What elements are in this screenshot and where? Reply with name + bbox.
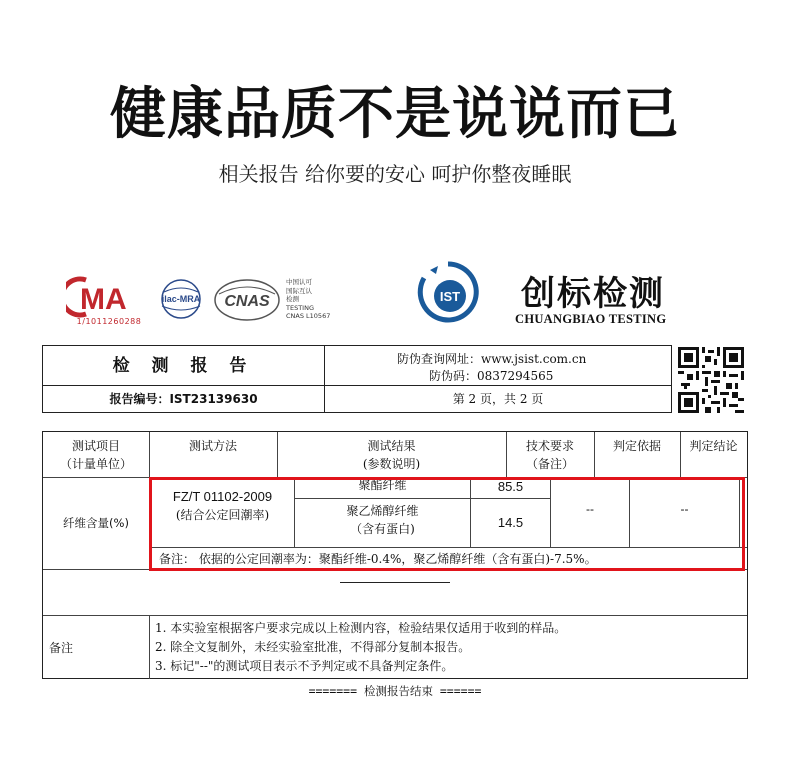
report-end-marker: ======= 检测报告结束 ====== (308, 684, 482, 698)
remarks-list (155, 619, 745, 676)
ilac-text: ilac-MRA (161, 294, 201, 304)
ilac-mra-logo (156, 278, 206, 320)
result-polyester-value: 85.5 (497, 479, 524, 494)
header-result: 测试结果 (参数说明) (362, 439, 421, 471)
header-method: 测试方法 (188, 439, 237, 453)
cnas-small-text: 中国认可 国际互认 检测 TESTING CNAS L10567 (286, 278, 331, 320)
test-method: FZ/T 01102-2009 (结合公定回潮率) (172, 489, 273, 522)
result-pva-value: 14.5 (497, 515, 524, 530)
highlight-box (149, 477, 745, 571)
ma-code: 1/1011260288 (76, 317, 142, 326)
remark-item: 3. 标记"--"的测试项目表示不予判定或不具备判定条件。 (155, 659, 454, 673)
qr-code (678, 347, 744, 413)
result-pva-name: 聚乙烯醇纤维 （含有蛋白) (346, 504, 419, 536)
cnas-text: CNAS (224, 293, 270, 310)
header-spec: 技术要求 （备注） (525, 439, 574, 471)
verify-url: 防伪查询网址：www.jsist.com.cn (397, 352, 587, 366)
ist-logo (416, 260, 480, 324)
report-number: 报告编号：IST23139630 (43, 386, 325, 413)
cnas-logo (213, 278, 281, 322)
header-item: 测试项目 （计量单位） (59, 439, 132, 471)
ist-logo-text: IST (439, 289, 461, 304)
verify-info (325, 346, 671, 386)
moisture-note: 备注： 依据的公定回潮率为：聚酯纤维-0.4%，聚乙烯醇纤维（含有蛋白)-7.5%。 (159, 552, 597, 566)
judgement-conclusion: -- (680, 502, 689, 516)
result-polyester-name: 聚酯纤维 (358, 478, 407, 492)
ma-logo-text: MA (80, 283, 127, 316)
verify-code: 防伪码：0837294565 (429, 369, 554, 383)
header-conclusion: 判定结论 (689, 439, 738, 453)
remark-item: 2. 除全文复制外，未经实验室批准，不得部分复制本报告。 (155, 640, 471, 654)
item-fiber-content: 纤维含量(%) (63, 516, 129, 530)
report-header-table (42, 345, 672, 413)
company-name-cn: 创标检测 (521, 274, 665, 314)
company-name-en: CHUANGBIAO TESTING (515, 312, 667, 326)
judgement-basis: -- (586, 502, 594, 516)
remarks-label: 备注 (49, 641, 74, 655)
header-basis: 判定依据 (612, 439, 661, 453)
page-headline: 健康品质不是说说而已 (110, 82, 680, 147)
report-title: 检 测 报 告 (43, 346, 325, 386)
remark-item: 1. 本实验室根据客户要求完成以上检测内容，检验结果仅适用于收到的样品。 (155, 621, 567, 635)
page-subheadline: 相关报告 给你要的安心 呵护你整夜睡眠 (218, 162, 572, 186)
page-indicator: 第 2 页，共 2 页 (452, 392, 544, 406)
